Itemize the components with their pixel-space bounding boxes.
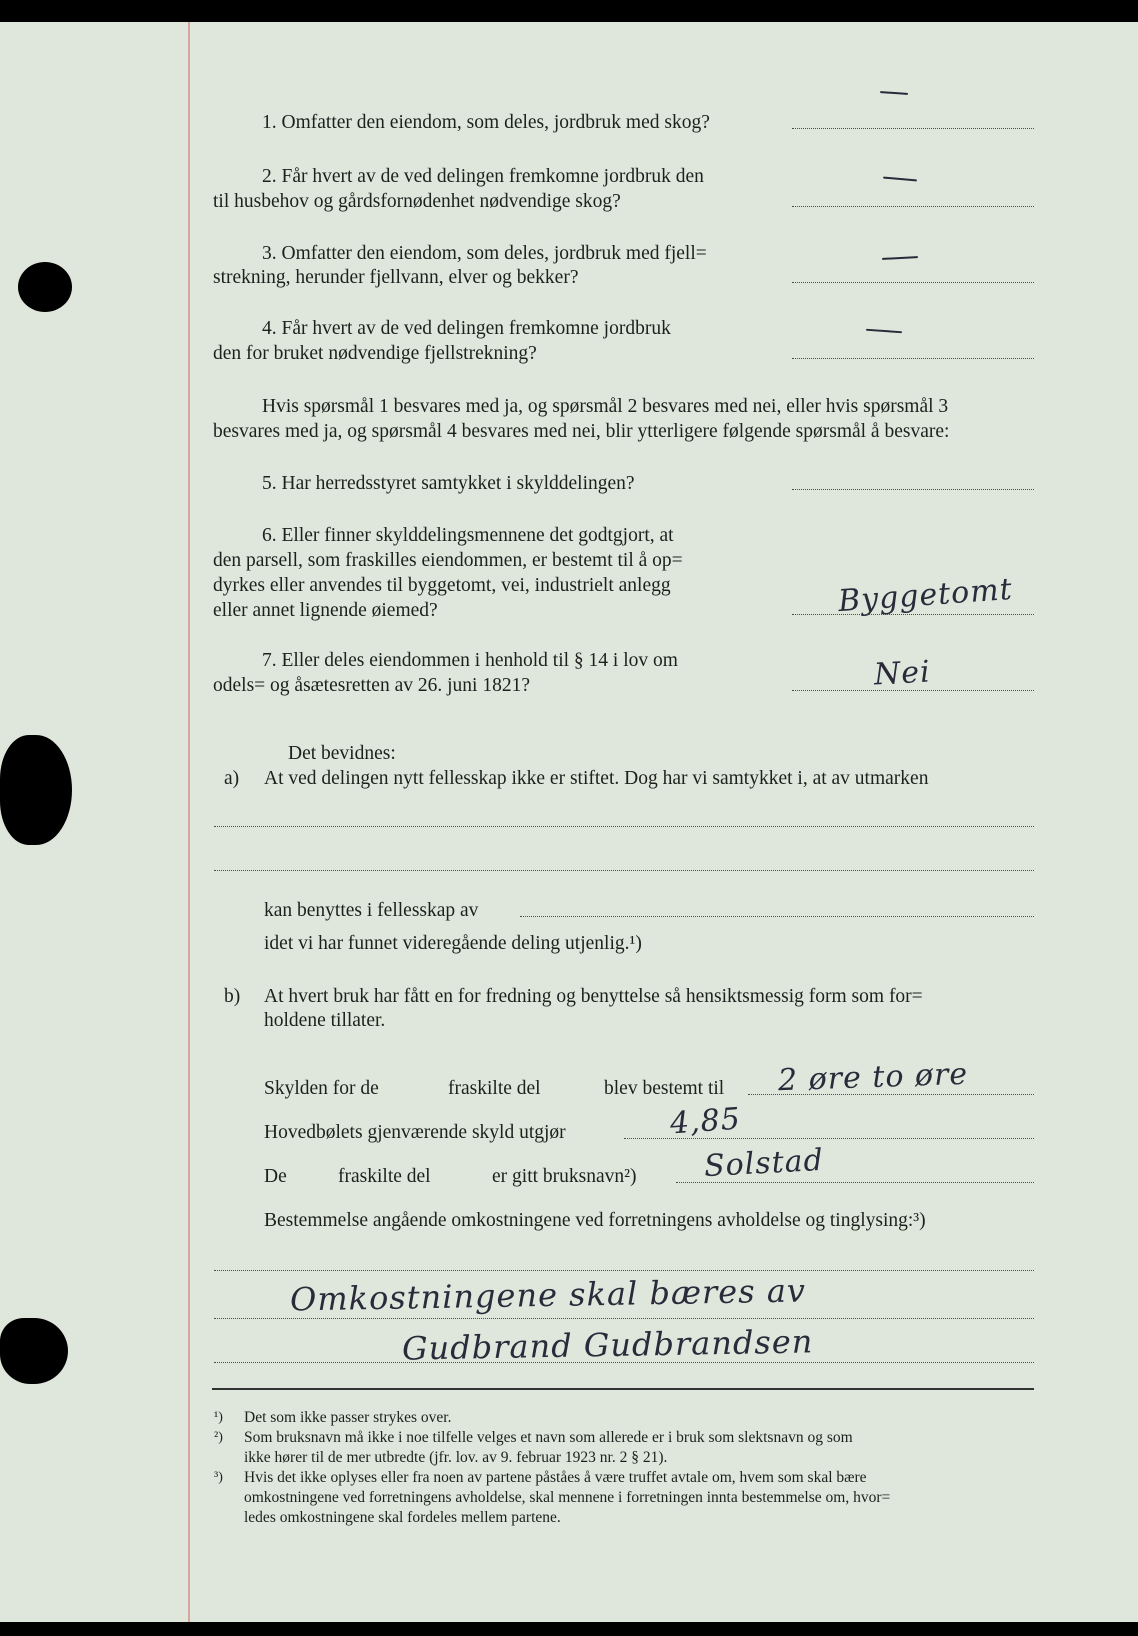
footnote-2-line1: Som bruksnavn må ikke i noe tilfelle velges et navn som allerede er i bruk som slektsnavn og som — [244, 1429, 853, 1446]
omkostning-line-2 — [214, 1318, 1034, 1319]
scan-border-bottom — [0, 1622, 1138, 1636]
question-7-line1: 7. Eller deles eiendommen i henhold til § 14 i lov om — [262, 650, 678, 671]
bevidnes-heading: Det bevidnes: — [288, 743, 396, 764]
utmark-line-2 — [214, 870, 1034, 871]
answer-line-q7 — [792, 690, 1034, 691]
answer-line-q5 — [792, 489, 1034, 490]
answer-dash-q2 — [883, 177, 917, 182]
answer-line-q3 — [792, 282, 1034, 283]
footnote-3-line1: Hvis det ikke oplyses eller fra noen av partene påståes å være truffet avtale om, hvem som skal bære — [244, 1469, 867, 1486]
question-3-line1: 3. Omfatter den eiendom, som deles, jordbruk med fjell= — [262, 243, 707, 264]
punch-hole — [18, 262, 72, 312]
punch-hole — [0, 735, 72, 845]
item-b-line1: At hvert bruk har fått en for fredning og benyttelse så hensiktsmessig form som for= — [264, 986, 923, 1007]
footnote-2-mark: ²) — [214, 1430, 223, 1445]
question-6-line1: 6. Eller finner skylddelingsmennene det godtgjort, at — [262, 525, 674, 546]
conditional-line2: besvares med ja, og spørsmål 4 besvares med nei, blir ytterligere følgende spørsmål å besvare: — [213, 421, 950, 442]
omkostning-label: Bestemmelse angående omkostningene ved forretningens avholdelse og tinglysing:³) — [264, 1210, 926, 1231]
skylden-word-3: blev bestemt til — [604, 1078, 725, 1099]
fellesskap-label: kan benyttes i fellesskap av — [264, 900, 479, 921]
omkostning-handwritten-2: Gudbrand Gudbrandsen — [401, 1322, 814, 1368]
skylden-value-handwritten: 2 øre to øre — [777, 1056, 969, 1099]
footnote-separator — [212, 1388, 1034, 1390]
bruksnavn-value-handwritten: Solstad — [703, 1142, 825, 1185]
answer-dash-q4 — [866, 329, 902, 334]
bruksnavn-word-3: er gitt bruksnavn²) — [492, 1166, 637, 1187]
question-6-line3: dyrkes eller anvendes til byggetomt, vei, industrielt anlegg — [213, 575, 671, 596]
footnote-3-line3: ledes omkostningene skal fordeles mellem partene. — [244, 1509, 561, 1526]
omkostning-line-1 — [214, 1270, 1034, 1271]
fellesskap-line — [520, 916, 1034, 917]
item-b-line2: holdene tillater. — [264, 1010, 386, 1031]
footnote-3-line2: omkostningene ved forretningens avholdelse, skal mennene i forretningen innta bestemmelse om, hvor= — [244, 1489, 891, 1506]
answer-q7-handwritten: Nei — [873, 654, 932, 693]
skylden-line — [748, 1094, 1034, 1095]
question-6-line2: den parsell, som fraskilles eiendommen, er bestemt til å op= — [213, 550, 683, 571]
question-2-line1: 2. Får hvert av de ved delingen fremkomne jordbruk den — [262, 166, 704, 187]
hovedbolet-label: Hovedbølets gjenværende skyld utgjør — [264, 1122, 566, 1143]
answer-q6-handwritten: Byggetomt — [836, 571, 1014, 620]
question-3-line2: strekning, herunder fjellvann, elver og bekker? — [213, 267, 579, 288]
answer-line-q4 — [792, 358, 1034, 359]
question-2-line2: til husbehov og gårdsfornødenhet nødvendige skog? — [213, 191, 621, 212]
hovedbolet-value-handwritten: 4,85 — [668, 1101, 742, 1142]
bruksnavn-line — [676, 1182, 1034, 1183]
item-a-label: a) — [224, 768, 240, 789]
item-a-text: At ved delingen nytt fellesskap ikke er stiftet. Dog har vi samtykket i, at av utmarken — [264, 768, 929, 789]
answer-dash-q1 — [880, 91, 908, 95]
conditional-line1: Hvis spørsmål 1 besvares med ja, og spørsmål 2 besvares med nei, eller hvis spørsmål 3 — [262, 396, 949, 417]
answer-dash-q3 — [882, 256, 918, 260]
scan-border-top — [0, 0, 1138, 22]
margin-line — [188, 22, 190, 1622]
bruksnavn-word-2: fraskilte del — [338, 1166, 431, 1187]
footnote-2-line2: ikke hører til de mer utbredte (jfr. lov. av 9. februar 1923 nr. 2 § 21). — [244, 1449, 668, 1466]
answer-line-q1 — [792, 128, 1034, 129]
utjenlig-text: idet vi har funnet videregående deling utjenlig.¹) — [264, 933, 642, 954]
omkostning-handwritten-1: Omkostningene skal bæres av — [289, 1271, 807, 1319]
question-1: 1. Omfatter den eiendom, som deles, jordbruk med skog? — [262, 112, 710, 133]
item-b-label: b) — [224, 986, 241, 1007]
question-4-line1: 4. Får hvert av de ved delingen fremkomne jordbruk — [262, 318, 671, 339]
question-7-line2: odels= og åsætesretten av 26. juni 1821? — [213, 675, 530, 696]
skylden-word-1: Skylden for de — [264, 1078, 379, 1099]
answer-line-q6 — [792, 614, 1034, 615]
hovedbolet-line — [624, 1138, 1034, 1139]
question-6-line4: eller annet lignende øiemed? — [213, 600, 438, 621]
utmark-line-1 — [214, 826, 1034, 827]
footnote-1-line1: Det som ikke passer strykes over. — [244, 1409, 452, 1426]
omkostning-line-3 — [214, 1362, 1034, 1363]
question-4-line2: den for bruket nødvendige fjellstrekning? — [213, 343, 537, 364]
punch-hole — [0, 1318, 68, 1384]
bruksnavn-word-1: De — [264, 1166, 287, 1187]
footnote-3-mark: ³) — [214, 1470, 223, 1485]
skylden-word-2: fraskilte del — [448, 1078, 541, 1099]
question-5: 5. Har herredsstyret samtykket i skylddelingen? — [262, 473, 635, 494]
answer-line-q2 — [792, 206, 1034, 207]
footnote-1-mark: ¹) — [214, 1410, 223, 1425]
